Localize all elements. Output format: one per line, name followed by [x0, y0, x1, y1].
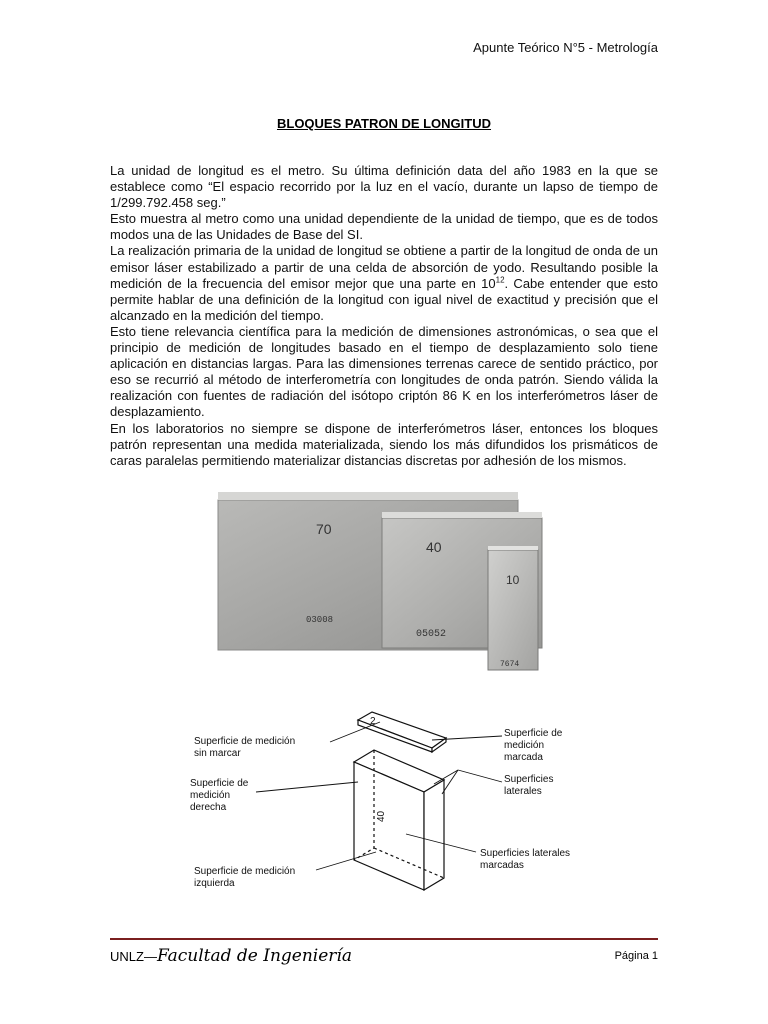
page-header: Apunte Teórico N°5 - Metrología	[473, 40, 658, 55]
gauge-block-diagram	[180, 700, 600, 900]
page-number: Página 1	[614, 950, 658, 962]
paragraph-5: En los laboratorios no siempre se dispone de interferómetros láser, entonces los bloques patrón representan una medida materializada, siendo los más difundidos los prismáticos de caras paralelas permitiendo materializar distancias discretas por adhesión de los mismos.	[110, 420, 658, 468]
paragraph-3-text: La realización primaria de la unidad de longitud se obtiene a partir de la longitud de onda de un emisor láser estabilizado a partir de una celda de absorción de yodo. Resultando posible la medición de la frecuencia del emisor mejor que una parte en	[110, 243, 658, 291]
block-small-size: 10	[506, 573, 520, 587]
label-lateral-2: laterales	[504, 786, 542, 797]
label-unmarked-1: Superficie de medición	[194, 736, 296, 747]
paragraph-4: Esto tiene relevancia científica para la medición de dimensiones astronómicas, o sea que el principio de medición de longitudes basado en el tiempo de desplazamiento solo tiene aplicación en distancias largas. Para las dimensiones terrenas carece de sentido práctico, por eso se recurrió al método de interferometría con longitudes de onda patrón. Siendo válida la realización con fuentes de radiación del isótopo criptón 86 K en los interferómetros láser de desplazamiento.	[110, 323, 658, 420]
power-exponent: 12	[495, 275, 505, 285]
body-text	[110, 163, 658, 469]
label-right-1: Superficie de	[190, 778, 249, 789]
footer-institution	[110, 946, 352, 966]
paragraph-1: La unidad de longitud es el metro. Su última definición data del año 1983 en la que se establece como “El espacio recorrido por la luz en el vacío, durante un lapso de tiempo de 1/299.792.458 seg.”	[110, 163, 658, 211]
footer-faculty: Facultad de Ingeniería	[156, 946, 352, 966]
power-base: 10	[481, 275, 496, 291]
paragraph-3-rest: . Cabe entender que esto permite hablar de una definición de la longitud con igual nivel de exactitud y precisión que el alcanzado en la medición del tiempo.	[110, 275, 658, 323]
block-small	[488, 546, 538, 670]
paragraph-2: Esto muestra al metro como una unidad dependiente de la unidad de tiempo, que es de todos modos una de las Unidades de Base del SI.	[110, 211, 658, 243]
paragraph-3	[110, 243, 658, 323]
gauge-blocks-photo	[214, 488, 556, 680]
footer-prefix: UNLZ—	[110, 949, 157, 964]
thin-block-mark: 2	[370, 716, 376, 727]
label-lateral-marked-1: Superficies laterales	[480, 848, 571, 859]
block-small-serial: 7674	[500, 660, 520, 669]
block-mid-serial: 05052	[416, 629, 447, 640]
footer-rule	[110, 938, 658, 940]
label-right-3: derecha	[190, 802, 227, 813]
document-title: BLOQUES PATRON DE LONGITUD	[276, 116, 492, 131]
block-mid-size: 40	[426, 539, 442, 555]
thick-block-drawing	[354, 750, 444, 890]
block-large-serial: 03008	[306, 615, 334, 625]
block-large-size: 70	[316, 521, 332, 537]
label-marked-3: marcada	[504, 752, 543, 763]
label-lateral-marked-2: marcadas	[480, 860, 524, 871]
label-marked-1: Superficie de	[504, 728, 563, 739]
label-unmarked-2: sin marcar	[194, 748, 241, 759]
label-marked-2: medición	[504, 740, 545, 751]
label-lateral-1: Superficies	[504, 774, 554, 785]
thick-block-mark: 40	[376, 810, 387, 822]
label-left-1: Superficie de medición	[194, 866, 296, 877]
label-right-2: medición	[190, 790, 231, 801]
label-left-2: izquierda	[194, 878, 235, 889]
